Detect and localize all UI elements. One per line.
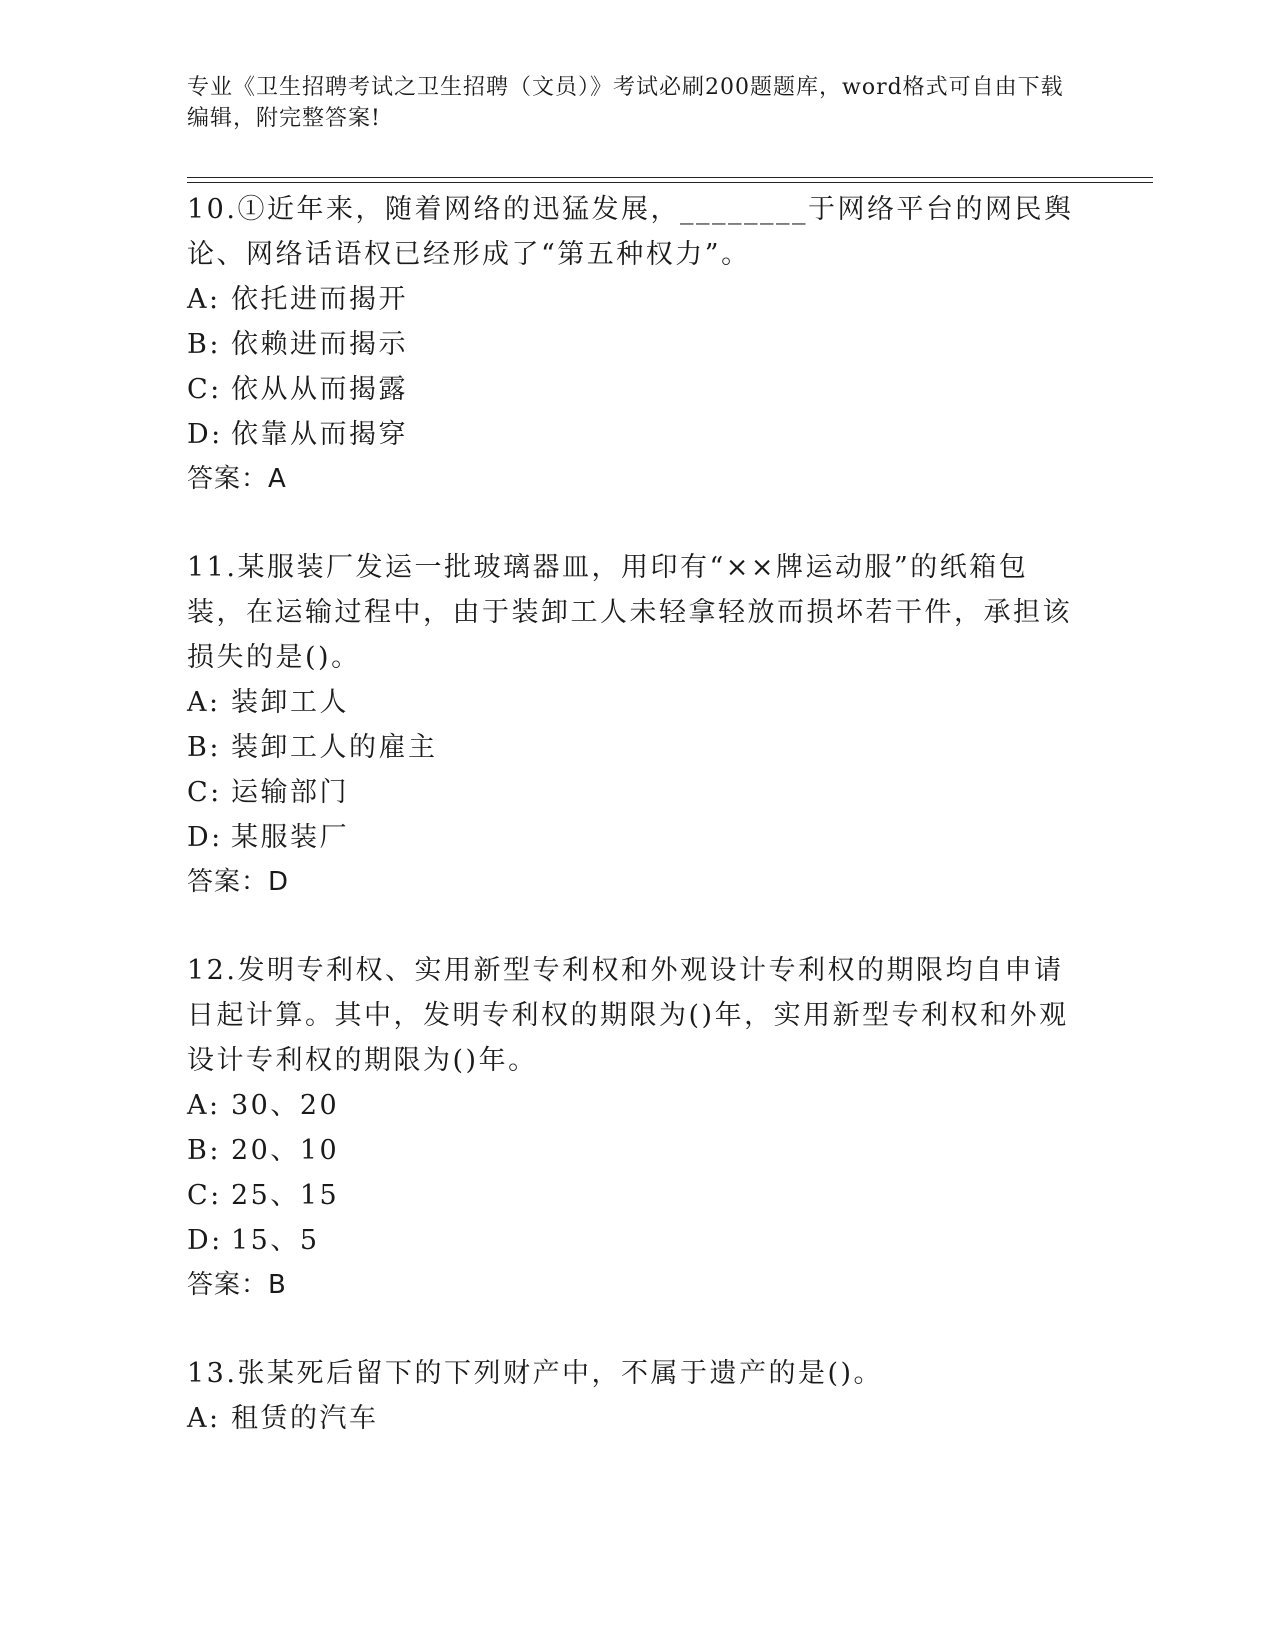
question-10 [187, 187, 1087, 502]
question-stem: 13.张某死后留下的下列财产中，不属于遗产的是()。 [187, 1358, 884, 1389]
answer-line: 答案：A [187, 464, 287, 494]
question-stem: 12.发明专利权、实用新型专利权和外观设计专利权的期限均自申请日起计算。其中，发明专利权的期限为()年，实用新型专利权和外观设计专利权的期限为()年。 [187, 955, 1069, 1076]
option-d [187, 1218, 1087, 1263]
option-text: 20、10 [231, 1135, 340, 1166]
option-b [187, 725, 1087, 770]
question-stem: 11.某服装厂发运一批玻璃器皿，用印有“××牌运动服”的纸箱包装，在运输过程中，由于装卸工人未轻拿轻放而损坏若干件，承担该损失的是()。 [187, 552, 1072, 673]
option-text: 依靠从而揭穿 [231, 419, 408, 450]
option-a [187, 277, 1087, 322]
header-rule-top [187, 177, 1153, 178]
option-key: D: [187, 419, 223, 450]
header-rule-bottom [187, 182, 1153, 183]
option-c [187, 367, 1087, 412]
option-b [187, 1128, 1087, 1173]
answer-line: 答案：D [187, 867, 290, 897]
question-12 [187, 948, 1087, 1308]
question-11 [187, 545, 1087, 905]
option-text: 运输部门 [231, 777, 349, 808]
option-text: 依赖进而揭示 [231, 329, 408, 360]
option-key: A: [187, 1403, 221, 1434]
option-a [187, 680, 1087, 725]
option-key: A: [187, 284, 221, 315]
option-text: 25、15 [231, 1180, 340, 1211]
question-list [187, 187, 1087, 1484]
option-key: C: [187, 1180, 222, 1211]
option-text: 装卸工人的雇主 [231, 732, 438, 763]
option-key: D: [187, 822, 223, 853]
option-key: D: [187, 1225, 223, 1256]
question-stem: 10.①近年来，随着网络的迅猛发展，________于网络平台的网民舆论、网络话语权已经形成了“第五种权力”。 [187, 194, 1074, 270]
option-key: C: [187, 374, 222, 405]
option-key: B: [187, 1135, 221, 1166]
option-text: 依从从而揭露 [231, 374, 408, 405]
option-text: 依托进而揭开 [231, 284, 408, 315]
option-key: A: [187, 687, 221, 718]
option-c [187, 770, 1087, 815]
option-key: B: [187, 329, 221, 360]
answer-line: 答案：B [187, 1270, 287, 1300]
option-d [187, 815, 1087, 860]
option-text: 某服装厂 [231, 822, 349, 853]
option-key: B: [187, 732, 221, 763]
option-text: 租赁的汽车 [231, 1403, 379, 1434]
option-b [187, 322, 1087, 367]
option-a [187, 1083, 1087, 1128]
document-header: 专业《卫生招聘考试之卫生招聘（文员）》考试必刷200题题库，word格式可自由下载编辑，附完整答案! [187, 75, 1064, 131]
option-d [187, 412, 1087, 457]
option-a [187, 1396, 1087, 1441]
option-key: C: [187, 777, 222, 808]
option-key: A: [187, 1090, 221, 1121]
option-text: 装卸工人 [231, 687, 349, 718]
option-text: 15、5 [231, 1225, 320, 1256]
option-text: 30、20 [231, 1090, 340, 1121]
question-13 [187, 1351, 1087, 1441]
option-c [187, 1173, 1087, 1218]
